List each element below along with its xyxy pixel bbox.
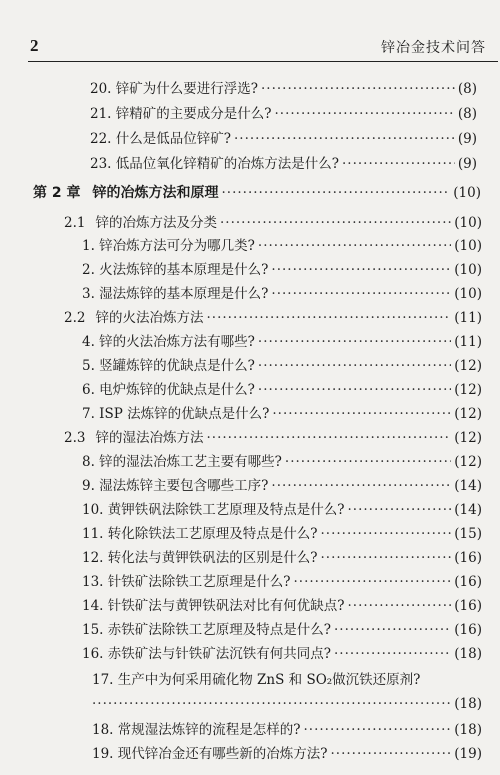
toc-entry-title: 18. 常规湿法炼锌的流程是怎样的?: [92, 722, 301, 738]
toc-entry-page: (18): [454, 646, 482, 662]
toc-entry-title: 6. 电炉炼锌的优缺点是什么?: [82, 382, 255, 398]
toc-leader-dots: [334, 643, 451, 665]
page-number: 2: [30, 36, 39, 55]
toc-entry-title: 2. 火法炼锌的基本原理是什么?: [82, 262, 269, 278]
toc-entry-page: (16): [454, 550, 482, 566]
toc-entry-title: 17. 生产中为何采用硫化物 ZnS 和 SO₂做沉铁还原剂?: [92, 672, 421, 688]
toc-entry: [90, 128, 477, 150]
section-title: 锌的冶炼方法及分类: [95, 215, 217, 231]
toc-entry: [82, 619, 482, 641]
toc-entry-title: 15. 赤铁矿法除铁工艺原理及特点是什么?: [82, 622, 331, 638]
toc-entry-title: 10. 黄钾铁矾法除铁工艺原理及特点是什么?: [82, 502, 345, 518]
toc-leader-dots: [258, 379, 451, 401]
toc-entry: [82, 283, 482, 305]
chapter-title: 锌的冶炼方法和原理: [92, 185, 219, 201]
toc-leader-dots: [272, 403, 451, 425]
toc-entry-page: (9): [457, 156, 477, 172]
toc-entry-page: (10): [454, 215, 482, 231]
toc-entry-page: (16): [454, 574, 482, 590]
toc-entry-page: (15): [454, 526, 482, 542]
toc-leader-dots: [331, 743, 452, 765]
toc-entry: [82, 571, 482, 593]
toc-entry: [82, 355, 482, 377]
toc-entry-page: (10): [453, 185, 481, 201]
toc-leader-dots: [220, 212, 451, 234]
toc-entry-page: (9): [457, 131, 477, 147]
chapter-number: 第 2 章: [33, 185, 81, 201]
toc-entry: [82, 643, 482, 665]
toc-entry-title: 21. 锌精矿的主要成分是什么?: [90, 106, 272, 122]
toc-entry: [82, 403, 482, 425]
toc-entry-continuation: [92, 693, 482, 715]
toc-leader-dots: [261, 78, 455, 100]
toc-entry-title: 1. 锌冶炼方法可分为哪几类?: [82, 238, 255, 254]
toc-section: [64, 427, 482, 449]
toc-section: [64, 307, 482, 329]
toc-entry: [92, 719, 482, 741]
toc-leader-dots: [275, 103, 455, 125]
section-title: 锌的火法冶炼方法: [95, 310, 204, 326]
toc-entry-title: 7. ISP 法炼锌的优缺点是什么?: [82, 406, 270, 422]
toc-leader-dots: [342, 153, 455, 175]
toc-entry-page: (18): [454, 722, 482, 738]
toc-leader-dots: [321, 547, 452, 569]
toc-leader-dots: [334, 619, 451, 641]
toc-leader-dots: [271, 259, 451, 281]
toc-section: [64, 212, 482, 234]
toc-entry-title: 12. 转化法与黄钾铁矾法的区别是什么?: [82, 550, 318, 566]
toc-entry-page: (8): [457, 81, 477, 97]
toc-leader-dots: [294, 571, 452, 593]
toc-entry-title: 22. 什么是低品位锌矿?: [90, 131, 231, 147]
section-title: 锌的湿法冶炼方法: [95, 430, 204, 446]
toc-entry: [82, 331, 482, 353]
toc-entry-title: 4. 锌的火法冶炼方法有哪些?: [82, 334, 255, 350]
toc-entry: [82, 595, 482, 617]
toc-leader-dots: [348, 595, 452, 617]
toc-entry-title: 23. 低品位氧化锌精矿的冶炼方法是什么?: [90, 156, 339, 172]
toc-entry: [82, 379, 482, 401]
book-title: 锌冶金技术问答: [381, 40, 486, 56]
toc-leader-dots: [92, 693, 451, 715]
toc-chapter: [33, 182, 481, 204]
page-header: [0, 0, 500, 70]
toc-leader-dots: [285, 451, 451, 473]
toc-entry-page: (19): [454, 746, 482, 762]
toc-entry: [82, 475, 482, 497]
toc-entry-page: (11): [454, 310, 482, 326]
toc-leader-dots: [206, 427, 451, 449]
toc-entry-page: (14): [454, 502, 482, 518]
toc-leader-dots: [258, 355, 451, 377]
toc-entry-page: (10): [454, 262, 482, 278]
toc-entry-page: (8): [457, 106, 477, 122]
toc-leader-dots: [222, 182, 451, 204]
toc-leader-dots: [348, 499, 452, 521]
toc-leader-dots: [234, 128, 455, 150]
toc-leader-dots: [271, 283, 451, 305]
toc-entry: [90, 78, 477, 100]
toc-entry-title: 13. 针铁矿法除铁工艺原理是什么?: [82, 574, 291, 590]
toc-entry-title: 14. 针铁矿法与黄钾铁矾法对比有何优缺点?: [82, 598, 345, 614]
toc-entry: [82, 499, 482, 521]
toc-leader-dots: [258, 331, 451, 353]
toc-entry: [82, 451, 482, 473]
section-number: 2.2: [64, 310, 86, 326]
section-number: 2.1: [64, 215, 86, 231]
toc-entry-page: (16): [454, 598, 482, 614]
header-rule: [28, 61, 498, 62]
toc-entry-page: (11): [454, 334, 482, 350]
section-number: 2.3: [64, 430, 86, 446]
toc-entry-title: 11. 转化除铁法工艺原理及特点是什么?: [82, 526, 318, 542]
toc-entry-page: (12): [454, 454, 482, 470]
toc-entry-title: 16. 赤铁矿法与针铁矿法沉铁有何共同点?: [82, 646, 331, 662]
toc-entry-title: 5. 竖罐炼锌的优缺点是什么?: [82, 358, 255, 374]
toc-entry-page: (12): [454, 382, 482, 398]
toc-entry: [90, 103, 477, 125]
toc-entry: [82, 235, 482, 257]
toc-entry-title: 9. 湿法炼锌主要包含哪些工序?: [82, 478, 269, 494]
toc-entry-title: 19. 现代锌冶金还有哪些新的冶炼方法?: [92, 746, 328, 762]
toc-entry-page: (14): [454, 478, 482, 494]
toc-entry: [82, 547, 482, 569]
toc-leader-dots: [321, 523, 452, 545]
toc-leader-dots: [206, 307, 451, 329]
toc-entry-page: (18): [454, 696, 482, 712]
toc-entry-page: (12): [454, 406, 482, 422]
toc-entry: [92, 743, 482, 765]
toc-entry: [82, 523, 482, 545]
toc-entry-title: 20. 锌矿为什么要进行浮选?: [90, 81, 258, 97]
toc-leader-dots: [258, 235, 451, 257]
toc-entry-page: (10): [454, 286, 482, 302]
toc-entry-page: (12): [454, 430, 482, 446]
toc-leader-dots: [271, 475, 451, 497]
toc-entry-title: 8. 锌的湿法冶炼工艺主要有哪些?: [82, 454, 282, 470]
toc-entry-page: (10): [454, 238, 482, 254]
toc-entry-title: 3. 湿法炼锌的基本原理是什么?: [82, 286, 269, 302]
toc-entry-page: (16): [454, 622, 482, 638]
toc-entry: [90, 153, 477, 175]
toc-leader-dots: [304, 719, 452, 741]
toc-entry-page: (12): [454, 358, 482, 374]
toc-entry: [82, 259, 482, 281]
toc-entry-wrapped: [92, 669, 482, 691]
